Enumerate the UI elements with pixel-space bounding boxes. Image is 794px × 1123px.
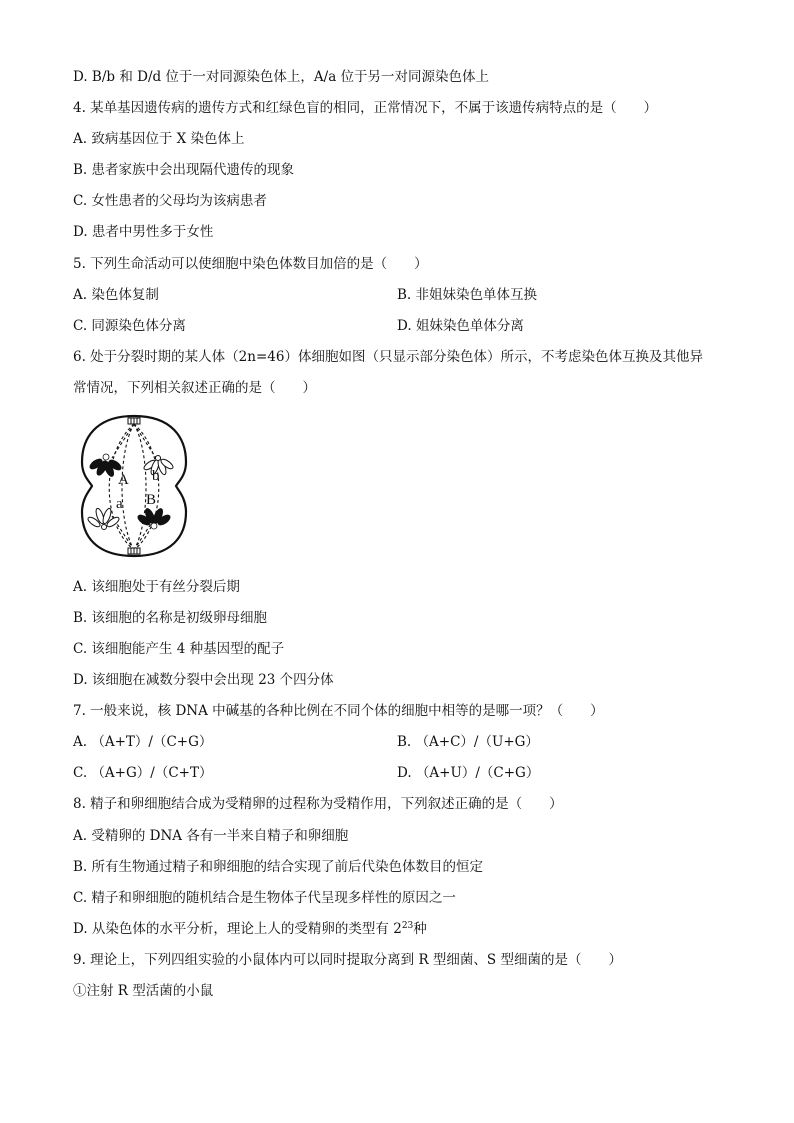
cell-membrane [82, 416, 186, 556]
gene-label-b: b [152, 468, 160, 484]
q6-option-d: D. 该细胞在减数分裂中会出现 23 个四分体 [73, 672, 334, 688]
q9-item-1: ①注射 R 型活菌的小鼠 [73, 983, 214, 999]
q6-option-a: A. 该细胞处于有丝分裂后期 [73, 579, 240, 595]
q6-stem-continued: 常情况，下列相关叙述正确的是（ ） [73, 380, 316, 396]
q8-option-a: A. 受精卵的 DNA 各有一半来自精子和卵细胞 [73, 828, 349, 844]
q5-option-d: D. 姐妹染色单体分离 [397, 318, 524, 334]
q4-option-b: B. 患者家族中会出现隔代遗传的现象 [73, 162, 295, 178]
gene-label-B: B [146, 492, 157, 508]
q5-stem: 5. 下列生命活动可以使细胞中染色体数目加倍的是（ ） [73, 256, 428, 272]
q8-option-d-text: D. 从染色体的水平分析，理论上人的受精卵的类型有 2 [73, 921, 402, 937]
q4-option-a: A. 致病基因位于 X 染色体上 [73, 131, 245, 147]
q5-option-b: B. 非姐妹染色单体互换 [397, 287, 538, 303]
q5-option-c: C. 同源染色体分离 [73, 318, 186, 334]
q8-stem: 8. 精子和卵细胞结合成为受精卵的过程称为受精作用，下列叙述正确的是（ ） [73, 796, 563, 812]
q4-stem: 4. 某单基因遗传病的遗传方式和红绿色盲的相同，正常情况下，不属于该遗传病特点的是（ ） [73, 100, 658, 116]
dividing-cell-figure [78, 412, 190, 560]
spindle-fibers [109, 424, 159, 550]
gene-label-A: A [118, 472, 129, 488]
q3-option-d: D. B/b 和 D/d 位于一对同源染色体上，A/a 位于另一对同源染色体上 [73, 69, 490, 85]
q6-option-c: C. 该细胞能产生 4 种基因型的配子 [73, 641, 285, 657]
q7-option-d: D. （A+U）/（C+G） [397, 765, 540, 781]
q8-option-d [73, 920, 427, 938]
q5-option-a: A. 染色体复制 [73, 287, 159, 303]
q8-option-c: C. 精子和卵细胞的随机结合是生物体子代呈现多样性的原因之一 [73, 890, 456, 906]
q8-option-d-suffix: 种 [413, 921, 427, 937]
q4-option-c: C. 女性患者的父母均为该病患者 [73, 193, 267, 209]
q7-option-a: A. （A+T）/（C+G） [73, 734, 213, 750]
chromosome-bottom-right-dark [136, 507, 171, 529]
q7-option-b: B. （A+C）/（U+G） [397, 734, 539, 750]
q7-option-c: C. （A+G）/（C+T） [73, 765, 213, 781]
centrosome-bottom [128, 548, 140, 554]
q8-option-b: B. 所有生物通过精子和卵细胞的结合实现了前后代染色体数目的恒定 [73, 859, 484, 875]
centrosome-top [128, 418, 140, 424]
q9-stem: 9. 理论上，下列四组实验的小鼠体内可以同时提取分离到 R 型细菌、S 型细菌的是（ ） [73, 952, 622, 968]
q6-option-b: B. 该细胞的名称是初级卵母细胞 [73, 610, 268, 626]
q7-stem: 7. 一般来说，核 DNA 中碱基的各种比例在不同个体的细胞中相等的是哪一项？（ ） [73, 703, 604, 719]
gene-label-a: a [116, 496, 123, 512]
q6-stem: 6. 处于分裂时期的某人体（2n=46）体细胞如图（只显示部分染色体）所示，不考虑染色体互换及其他异 [73, 349, 703, 365]
q8-option-d-exponent: 23 [401, 921, 414, 931]
q4-option-d: D. 患者中男性多于女性 [73, 224, 214, 240]
